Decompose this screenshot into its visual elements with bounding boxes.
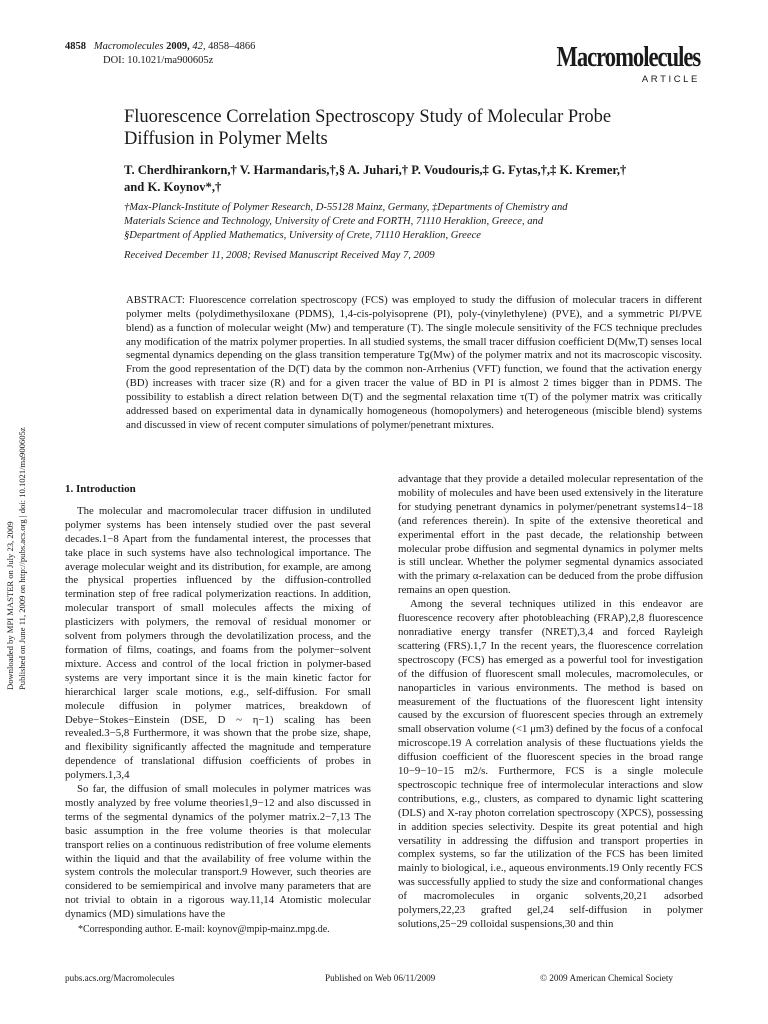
- affiliation-line: †Max-Planck-Institute of Polymer Research, D-55128 Mainz, Germany, ‡Departments of Chemistry and: [124, 202, 568, 213]
- authors-line-1: T. Cherdhirankorn,† V. Harmandaris,†,§ A. Juhari,† P. Voudouris,‡ G. Fytas,†,‡ K. Kremer,†: [124, 163, 627, 177]
- page-number: 4858: [65, 41, 86, 52]
- footer-journal-url: pubs.acs.org/Macromolecules: [65, 973, 175, 983]
- page-range: 4858–4866: [208, 41, 256, 52]
- footer-published-date: Published on Web 06/11/2009: [325, 973, 436, 983]
- affiliations: [124, 201, 684, 243]
- paragraph: advantage that they provide a detailed molecular representation of the mobility of molecules and have been used extensively in the literature for studying penetrant dynamics in polymer/penetrant systems14−18 (and references therein). In spite of the extensive theoretical and experimental effort in the past decade, the relationship between molecular probe diffusion and segmental dynamics in polymer melts is still unclear. Whether the polymer segmental dynamics associated with the primary α-relaxation can be deduced from the probe diffusion remains an open question.: [398, 473, 703, 597]
- publication-note: Published on June 11, 2009 on http://pubs.acs.org | doi: 10.1021/ma900605z: [17, 427, 27, 690]
- abstract: ABSTRACT: Fluorescence correlation spectroscopy (FCS) was employed to study the diffusion of molecular tracers in different polymer melts (polydimethysiloxane (PDMS), 1,4-cis-polyisoprene (PI), poly-(vinylethylene) (PVE), and a symmetric PI/PVE blend) as a function of molecular weight (Mw) and temperature (T). The single molecule sensitivity of the FCS technique precludes any modification of the matrix polymer properties. In all studied systems, the small tracer diffusion coefficient D(Mw,T) senses local segmental dynamics depending on the glass transition temperature Tg(Mw) of the polymer matrix and not its macroscopic viscosity. From the good representation of the D(T) data by the common non-Arrhenius (VFT) function, we found that the activation energy (BD) increases with tracer size (R) and for a given tracer the value of BD in PI is almost 2 times bigger than in PDMS. The possibility to establish a direct relation between D(T) and the segmental relaxation time τ(T) of the polymer matrix was critically addressed based on experimental data in dynamically homogeneous (homopolymers) and heterogeneous (miscible blend) systems and discussed in view of recent computer simulations of polymer/penetrant mixtures.: [126, 294, 702, 431]
- journal-logo: [516, 42, 700, 85]
- journal-name: Macromolecules: [93, 41, 164, 52]
- author-list: [124, 162, 714, 196]
- right-column: [398, 473, 703, 932]
- journal-volume: 42,: [192, 41, 206, 52]
- paragraph: Among the several techniques utilized in this endeavor are fluorescence recovery after photobleaching (FRAP),2,8 fluorescence nonradiative energy transfer (NRET),3,4 and forced Rayleigh scattering (FRS).1,7 In the recent years, the fluorescence correlation spectroscopy (FCS) has emerged as a powerful tool for investigation of the diffusion of fluorescent small molecules, macromolecules, or nanoparticles in various environments. The method is based on measurement of the fluctuations of the fluorescent light intensity caused by the excursion of fluorescent species through an extremely small observation volume (<1 μm3) defined by the focus of a confocal microscope.19 A correlation analysis of these fluctuations yields the diffusion coefficient of the fluorescent species in the broad range 10−9−10−15 m2/s. Furthermore, FCS is a single molecule spectroscopic technique free of intermolecular interactions and slow contributions, e.g., clusters, as compared to dynamic light scattering (DLS) and X-ray photon correlation spectroscopy (XPCS), possessing in addition species selectivity. Despite its great potential and high versatility in addressing the diffusion and transport properties in complex systems, so far the utilization of the FCS has been limited mainly to biological, i.e., aqueous environments.19 Only recently FCS was successfully applied to study the size and conformational changes of macromolecules in organic solvents,20,21 adsorbed polymers,22,23 grafted gel,24 self-diffusion in polymer solutions,25−29 colloidal suspensions,30 and thin: [398, 598, 703, 930]
- article-title: Fluorescence Correlation Spectroscopy Study of Molecular Probe Diffusion in Polymer Melts: [124, 107, 612, 149]
- running-header: [65, 40, 255, 68]
- download-note: Downloaded by MPI MASTER on July 23, 2009: [5, 521, 15, 690]
- received-dates: Received December 11, 2008; Revised Manuscript Received May 7, 2009: [124, 250, 435, 261]
- affiliation-line: §Department of Applied Mathematics, University of Crete, 71110 Heraklion, Greece: [124, 230, 481, 241]
- authors-line-2: and K. Koynov*,†: [124, 180, 222, 194]
- section-heading: 1. Introduction: [65, 483, 136, 495]
- affiliation-line: Materials Science and Technology, University of Crete and FORTH, 71110 Heraklion, Greece, and: [124, 216, 544, 227]
- side-margin-notes: [0, 328, 34, 688]
- logo-text: Macromolecules: [556, 41, 700, 73]
- doi: DOI: 10.1021/ma900605z: [103, 55, 214, 66]
- paragraph: The molecular and macromolecular tracer diffusion in undiluted polymer systems has been intensely studied over the past several decades.1−8 Apart from the fundamental interest, the processes that take place in such systems have also technological importance. The average molecular weight and its distribution, for example, are among the physical properties influenced by the diffusion-controlled termination step of free radical polymerization reactions. In addition, molecular transport of small molecules affects the mixing of plasticizers with polymers, the removal of residual monomer or solvent from polymers through the devolatilization process, and the formation of films, coatings, and foams from the polymer−solvent mixture. Access and control of the local friction in polymer-based systems are very important since it is the main kinetic factor for hierarchical larger scale motions, e.g., self-diffusion. For small molecule diffusion in polymer matrices, breakdown of Debye−Stokes−Einstein (DSE, D ~ η−1) scaling has been revealed.3−5,8 Furthermore, it was shown that the probe size, shape, and flexibility significantly affected the magnitude and temperature dependence of translational diffusion coefficients of probes in polymers.1,3,4: [65, 504, 371, 782]
- corresponding-author-footnote: *Corresponding author. E-mail: koynov@mpip-mainz.mpg.de.: [78, 924, 330, 935]
- journal-year: 2009,: [166, 41, 190, 52]
- paragraph: So far, the diffusion of small molecules in polymer matrices was mostly analyzed by free volume theories1,9−12 and also discussed in terms of the segmental dynamics of the polymer matrix.2−7,13 The basic assumption in the free volume theories is that molecular transport relies on a continuous redistribution of free volume elements within the liquid and that the availability of free volume within the system controls the molecular transport.9 However, such theories are considered to be semiempirical and involve many parameters that are not trivial to obtain in a rigorous way.11,14 Atomistic molecular dynamics (MD) simulations have the: [65, 783, 371, 921]
- footer-copyright: © 2009 American Chemical Society: [540, 973, 674, 983]
- left-column: [65, 483, 371, 922]
- article-type: ARTICLE: [641, 74, 700, 85]
